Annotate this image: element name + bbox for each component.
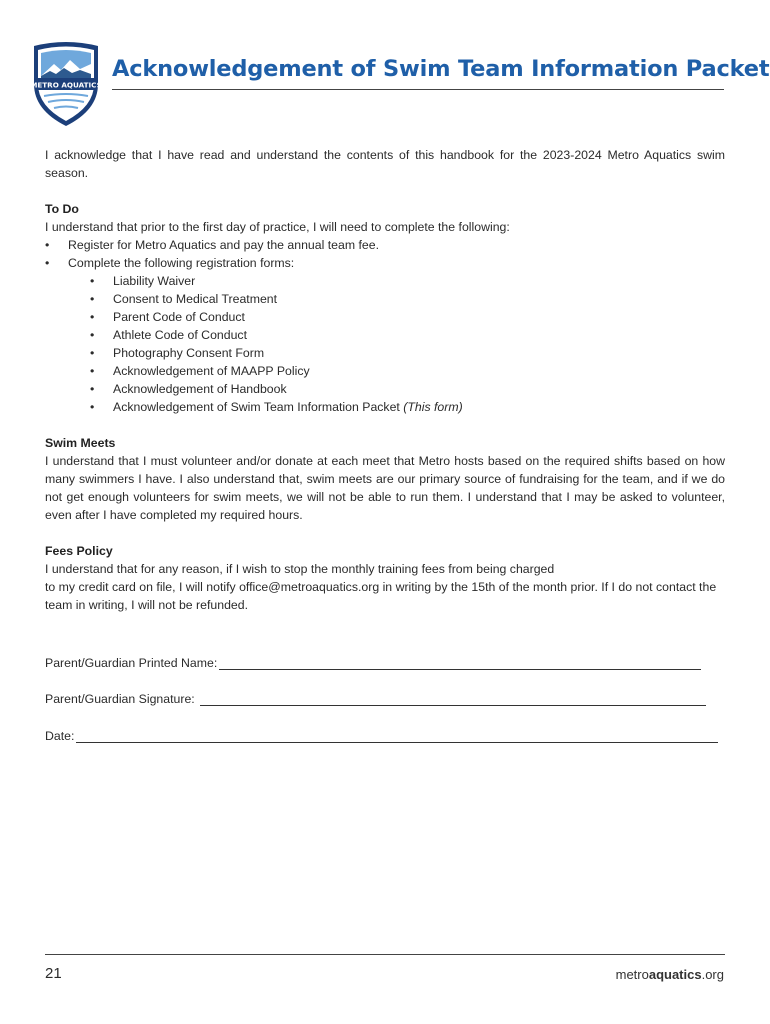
printed-name-label: Parent/Guardian Printed Name:	[45, 656, 218, 670]
printed-name-row	[45, 656, 701, 670]
date-label: Date:	[45, 729, 75, 743]
footer-divider	[45, 954, 725, 955]
signature-label: Parent/Guardian Signature:	[45, 692, 195, 706]
list-item: • Acknowledgement of MAAPP Policy	[45, 362, 725, 380]
logo-text: METRO AQUATICS	[30, 80, 102, 90]
title-divider	[112, 89, 724, 90]
site-prefix: metro	[615, 967, 649, 982]
date-field[interactable]	[76, 731, 718, 743]
page-title: Acknowledgement of Swim Team Information Packet	[112, 56, 770, 82]
signature-row	[45, 692, 706, 706]
site-bold: aquatics	[648, 967, 702, 982]
intro-paragraph: I acknowledge that I have read and understand the contents of this handbook for the 2023-2024 Metro Aquatics swim season.	[45, 148, 725, 180]
swim-meets-heading: Swim Meets	[45, 436, 116, 450]
printed-name-field[interactable]	[219, 658, 701, 670]
document-body	[45, 146, 725, 614]
signature-field[interactable]	[200, 694, 706, 706]
fees-line-2: to my credit card on file, I will notify office@metroaquatics.org in writing by the 15th of the month prior. If I do not contact the team in writing, I will not be refunded.	[45, 580, 717, 612]
list-item: • Complete the following registration forms:	[45, 254, 725, 272]
fees-heading: Fees Policy	[45, 544, 113, 558]
list-item: • Parent Code of Conduct	[45, 308, 725, 326]
date-row	[45, 729, 718, 743]
list-item	[45, 398, 725, 416]
todo-lead: I understand that prior to the first day of practice, I will need to complete the following:	[45, 220, 510, 234]
list-item: • Photography Consent Form	[45, 344, 725, 362]
list-item: • Register for Metro Aquatics and pay the annual team fee.	[45, 236, 725, 254]
list-item: • Consent to Medical Treatment	[45, 290, 725, 308]
list-item: • Athlete Code of Conduct	[45, 326, 725, 344]
this-form-note: (This form)	[403, 400, 463, 414]
todo-list	[45, 236, 725, 272]
form-name: Acknowledgement of Swim Team Information Packet	[113, 400, 400, 414]
metro-aquatics-logo	[28, 40, 104, 128]
registration-forms-list	[45, 272, 725, 416]
list-item: • Acknowledgement of Handbook	[45, 380, 725, 398]
fees-line-1: I understand that for any reason, if I wish to stop the monthly training fees from being charged	[45, 562, 555, 576]
todo-heading: To Do	[45, 202, 79, 216]
site-suffix: .org	[701, 967, 724, 982]
swim-meets-paragraph: I understand that I must volunteer and/or donate at each meet that Metro hosts based on the required shifts based on how many swimmers I have. I also understand that, swim meets are our primary source of fundraising for the team, and if we do not get enough volunteers for swim meets, we will not be able to run them. I understand that I may be asked to volunteer, even after I have completed my required hours.	[45, 454, 725, 522]
list-item: • Liability Waiver	[45, 272, 725, 290]
page-number: 21	[45, 965, 62, 982]
footer-website	[616, 967, 724, 982]
